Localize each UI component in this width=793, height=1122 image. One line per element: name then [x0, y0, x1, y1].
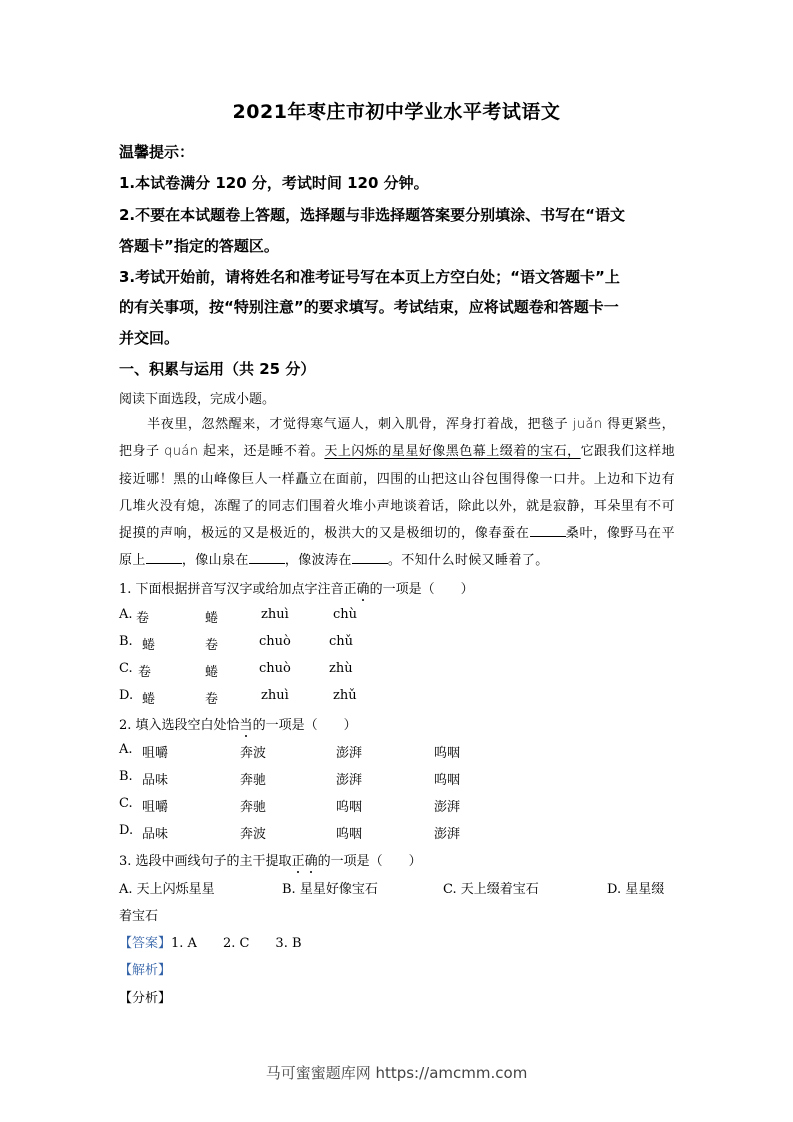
tip-2-line-1: 2.不要在本试题卷上答题，选择题与非选择题答案要分别填涂、书写在“语文 — [119, 206, 625, 224]
answer-values: 1. A 2. C 3. B — [171, 936, 302, 951]
blank-1 — [530, 526, 566, 537]
question-3-option-d: D. 星星缀 — [607, 882, 665, 897]
blank-4 — [352, 553, 388, 564]
passage-part-4: 桑叶，像野马在平原上 — [119, 526, 675, 569]
answer-line — [119, 932, 302, 951]
underlined-sentence: 天上闪烁的星星好像黑色幕上缀着的宝石， — [324, 444, 581, 460]
reading-passage — [119, 411, 675, 575]
question-3-option-b: B. 星星好像宝石 — [282, 882, 378, 897]
question-3-stem: 3. 选段中画线句子的主干提取正确的一项是（ ） — [119, 854, 422, 869]
answer-tag: 【答案】 — [119, 936, 172, 951]
question-3-option-a: A. 天上闪烁星星 — [119, 882, 215, 897]
blank-2 — [146, 553, 182, 564]
tip-2-line-2: 答题卡”指定的答题区。 — [119, 237, 279, 255]
question-1-stem: 1. 下面根据拼音写汉字或给加点字注音正确的一项是（ ） — [119, 582, 474, 597]
blank-3 — [249, 553, 285, 564]
tip-3-line-1: 3.考试开始前，请将姓名和准考证号写在本页上方空白处；“语文答题卡”上 — [119, 268, 620, 286]
passage-part-6: ，像波涛在 — [284, 553, 352, 569]
footer-watermark: 马可蜜蜜题库网 https://amcmm.com — [265, 1064, 528, 1082]
tip-1: 1.本试卷满分 120 分，考试时间 120 分钟。 — [119, 174, 429, 192]
passage-part-3: 它跟我们这样地接近哪！黑的山峰像巨人一样矗立在面前，四围的山把这山谷包围得像一口井。上边和下边有几堆火没有熄，冻醒了的同志们围着火堆小声地谈着话，除此以外，就是寂静，耳朵里有不可捉摸的声响，极远的又是极近的，极洪大的又是极细切的，像春蚕在 — [119, 444, 675, 542]
fenxi-tag: 【分析】 — [119, 991, 172, 1006]
question-3-option-c: C. 天上缀着宝石 — [443, 882, 539, 897]
question-3-option-d-continued: 着宝石 — [119, 909, 159, 924]
passage-part-5: ，像山泉在 — [181, 553, 249, 569]
tip-3-line-3: 并交回。 — [119, 329, 180, 347]
section-instruction: 阅读下面选段，完成小题。 — [119, 392, 276, 407]
exam-page: 2021年枣庄市初中学业水平考试语文 温馨提示： 1.本试卷满分 120 分，考试时间 120 分钟。 2.不要在本试题卷上答题，选择题与非选择题答案要分别填涂、书写在“语文 答题卡”指定的答题区。 3.考试开始前，请将姓名和准考证号写在本页上方空白处；“语文答题卡”上 的有关事项，按“特别注意”的要求填写。考试结束，应将试题卷和答题卡一 并交回。 一、积累与运用（共 25 分） 阅读下面选段，完成小题。 半夜里，忽然醒来，才觉得寒气逼人，刺入肌骨，浑身打着战，把毯子 juǎn 得更紧些，把身子 quán 起来，还是睡不着。天上闪烁的星星好像黑色幕上缀着的宝石，它跟我们这样地接近哪！黑的山峰像巨人一样矗立在面前，四围的山把这山谷包围得像一口井。上边和下边有几堆火没有熄，冻醒了的同志们围着火堆小声地谈着话，除此以外，就是寂静，耳朵里有不可捉摸的声响，极远的又是极近的，极洪大的又是极细切的，像春蚕在 桑叶，像野马在平原上 ，像山泉在 ，像波涛在 。不知什么时候又睡着了。 1. 下面根据拼音写汉字或给加点字注音正确的一项是（ ） A. 卷 蜷 zhuì chù B. 蜷 卷 chuò chǔ C. 卷 蜷 chuò zhù D. 蜷 卷 zhuì zhǔ 2. 填入选段空白处恰当的一项是（ ） A. 咀嚼 奔波 澎湃 呜咽 B. 品味 奔驰 澎湃 呜咽 C. 咀嚼 奔驰 呜咽 澎湃 D. 品味 奔波 呜咽 澎湃 3. 选段中画线句子的主干提取正确的一项是（ ） A. 天上闪烁星星 B. 星星好像宝石 C. 天上缀着宝石 D. 星星缀 着宝石 【答案】1. A 2. C 3. B 【解析】 【分析】 马可蜜蜜题库网 https://amcmm.com — [0, 0, 793, 1122]
tip-3-line-2: 的有关事项，按“特别注意”的要求填写。考试结束，应将试题卷和答题卡一 — [119, 298, 619, 316]
page-title: 2021年枣庄市初中学业水平考试语文 — [232, 101, 561, 123]
passage-part-1: 半夜里，忽然醒来，才觉得寒气逼人，刺入肌骨，浑身打着战，把毯子 juǎn 得更紧些，把身子 quán 起来，还是睡不着。 — [119, 417, 675, 460]
analysis-tag: 【解析】 — [119, 963, 172, 978]
tips-heading: 温馨提示： — [119, 143, 195, 161]
section-heading: 一、积累与运用（共 25 分） — [119, 360, 316, 378]
question-2-stem: 2. 填入选段空白处恰当的一项是（ ） — [119, 718, 357, 733]
passage-part-7: 。不知什么时候又睡着了。 — [387, 553, 549, 569]
